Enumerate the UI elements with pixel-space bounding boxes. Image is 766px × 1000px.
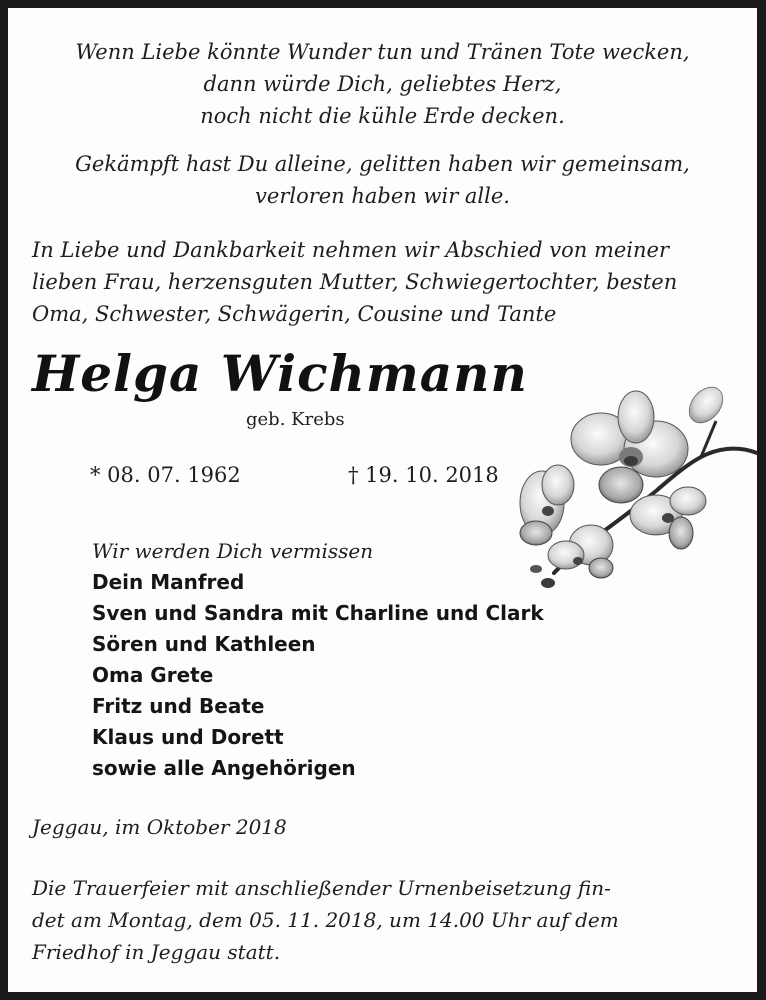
funeral-details [32, 872, 619, 968]
mourners-lead: Wir werden Dich vermissen [92, 539, 374, 563]
mourner-name: Klaus und Dorett [92, 725, 284, 749]
poem-line: Wenn Liebe könnte Wunder tun und Tränen Tote wecken, [75, 40, 690, 64]
funeral-line: Die Trauerfeier mit anschließender Urnenbeisetzung fin- [32, 876, 611, 900]
mourner-name: Oma Grete [92, 663, 214, 687]
farewell-intro [32, 234, 737, 330]
mourners-list [92, 536, 544, 784]
verse-line: verloren haben wir alle. [255, 184, 510, 208]
deceased-name: Helga Wichmann [32, 344, 528, 403]
mourner-name: Fritz und Beate [92, 694, 265, 718]
poem-line: noch nicht die kühle Erde decken. [200, 104, 565, 128]
intro-line: In Liebe und Dankbarkeit nehmen wir Abschied von meiner [32, 238, 670, 262]
intro-line: lieben Frau, herzensguten Mutter, Schwiegertochter, besten [32, 270, 678, 294]
mourner-name: sowie alle Angehörigen [92, 756, 356, 780]
intro-line: Oma, Schwester, Schwägerin, Cousine und Tante [32, 302, 557, 326]
obituary-notice [8, 8, 757, 992]
death-date: † 19. 10. 2018 [348, 463, 499, 487]
mourner-name: Dein Manfred [92, 570, 245, 594]
verse-line: Gekämpft hast Du alleine, gelitten haben wir gemeinsam, [75, 152, 690, 176]
verse [8, 148, 757, 212]
place-and-date: Jeggau, im Oktober 2018 [32, 815, 287, 839]
mourner-name: Sven und Sandra mit Charline und Clark [92, 601, 544, 625]
birth-date: * 08. 07. 1962 [90, 463, 241, 487]
mourner-name: Sören und Kathleen [92, 632, 316, 656]
funeral-line: Friedhof in Jeggau statt. [32, 940, 281, 964]
poem [8, 36, 757, 132]
funeral-line: det am Montag, dem 05. 11. 2018, um 14.00 Uhr auf dem [32, 908, 619, 932]
birth-name: geb. Krebs [246, 409, 345, 430]
poem-line: dann würde Dich, geliebtes Herz, [203, 72, 562, 96]
